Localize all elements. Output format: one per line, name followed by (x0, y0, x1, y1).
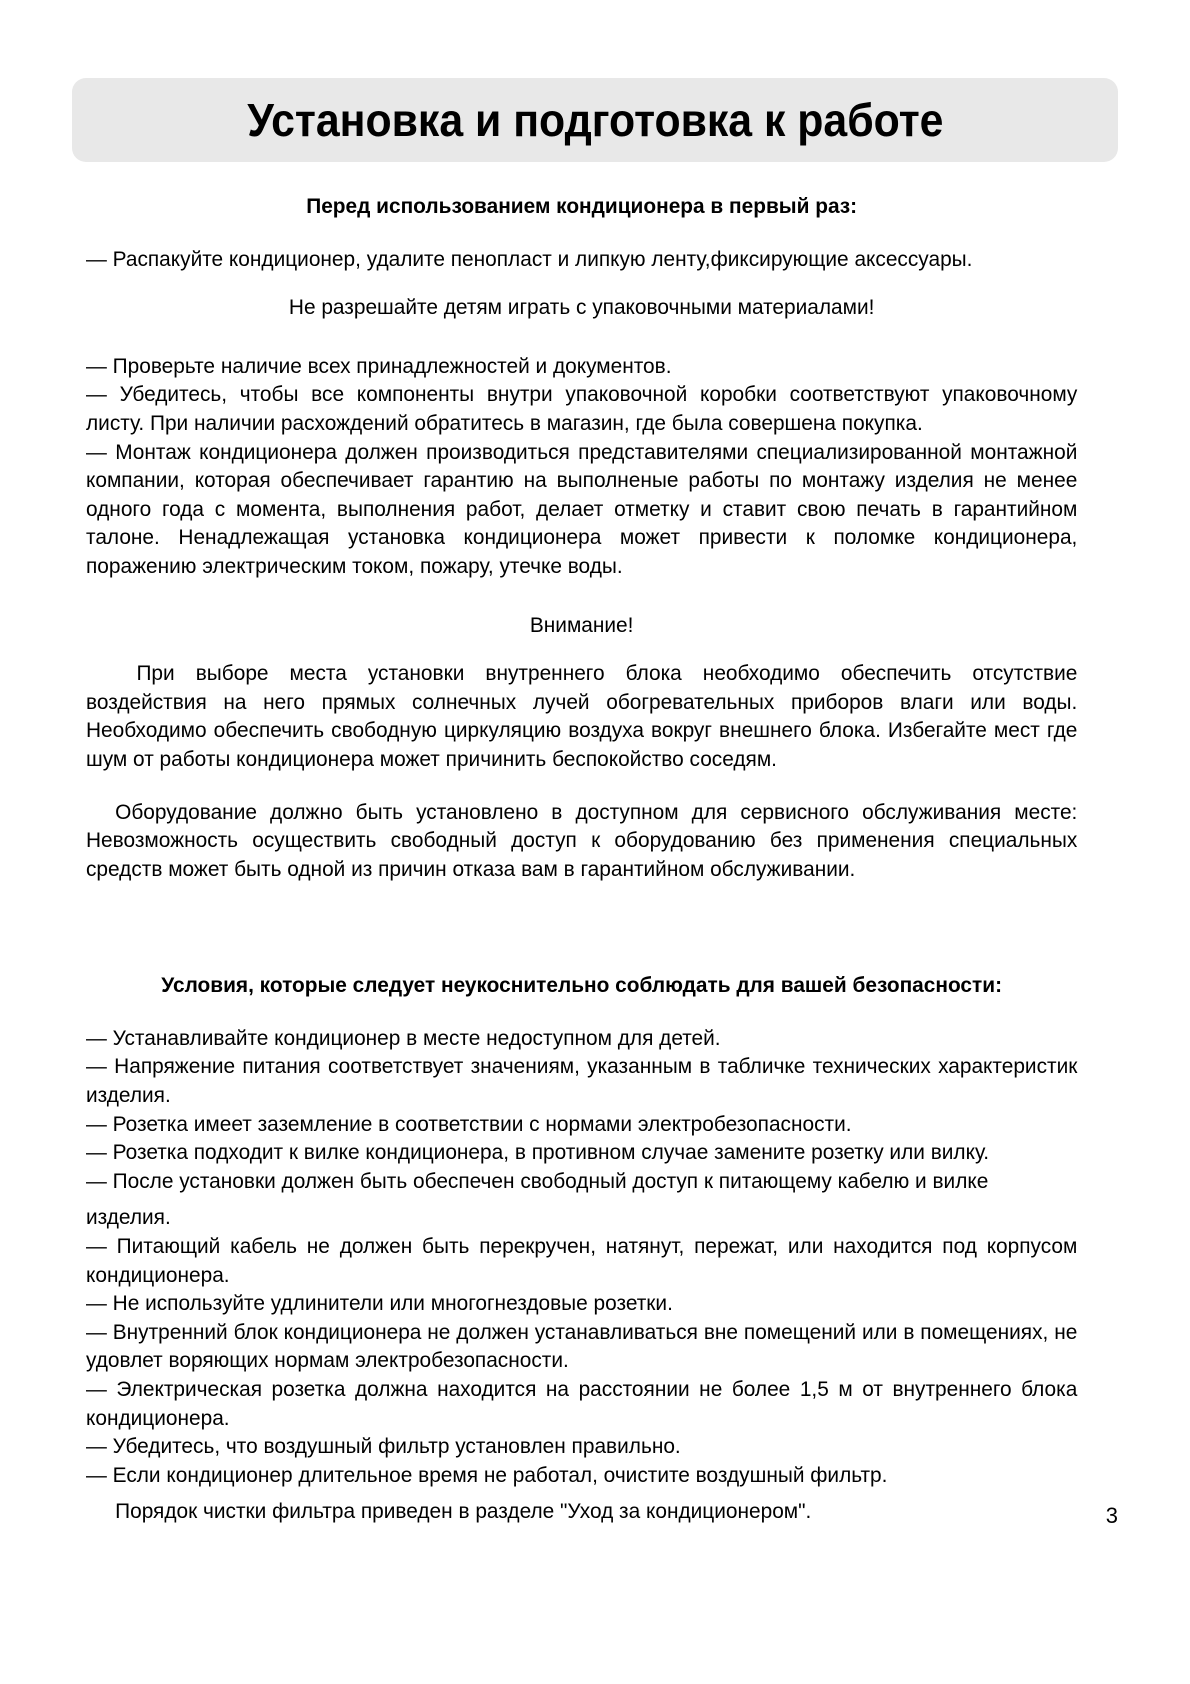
spacer (86, 883, 1108, 947)
filter-cleaning-note: Порядок чистки фильтра приведен в разделе "Уход за кондиционером". (115, 1499, 812, 1524)
spacer (86, 322, 1108, 352)
attention-paragraph-1: При выборе места установки внутреннего блока необходимо обеспечить отсутствие воздействия на него прямых солнечных лучей обогревательных приборов влаги или воды. Необходимо обеспечить свободную циркуляцию воздуха вокруг внешнего блока. Избегайте мест где шум от работы кондиционера может причинить беспокойство соседям. (86, 661, 1078, 771)
spacer (86, 1195, 1108, 1203)
list-item: — Розетка имеет заземление в соответствии с нормами электробезопасности. (86, 1111, 852, 1136)
attention-heading: Внимание! (529, 612, 634, 637)
spacer (86, 273, 1108, 293)
list-item: — Напряжение питания соответствует значениям, указанным в табличке технических характеристик изделия. (86, 1054, 1078, 1108)
list-item: — Проверьте наличие всех принадлежностей и документов. (86, 353, 672, 378)
spacer (86, 1000, 1108, 1024)
list-item: — Не используйте удлинители или многогнездовые розетки. (86, 1291, 673, 1316)
spacer (86, 221, 1108, 245)
spacer (86, 639, 1108, 659)
list-item: — Розетка подходит к вилке кондиционера, в противном случае замените розетку или вилку. (86, 1140, 990, 1165)
page-title: Установка и подготовка к работе (246, 94, 944, 146)
list-item: — Внутренний блок кондиционера не должен устанавливаться вне помещений или в помещениях, не удовлет воряющих нормам электробезопасности. (86, 1319, 1078, 1373)
list-item-continuation: изделия. (86, 1205, 171, 1230)
page-number: 3 (1105, 1503, 1118, 1528)
children-packaging-warning: Не разрешайте детям играть с упаковочными материалами! (288, 295, 875, 320)
safety-heading: Условия, которые следует неукоснительно соблюдать для вашей безопасности: (161, 973, 1003, 998)
list-item: — Убедитесь, чтобы все компоненты внутри упаковочной коробки соответствуют упаковочному листу. При наличии расхождений обратитесь в магазин, где была совершена покупка. (86, 382, 1078, 435)
attention-paragraph-2: Оборудование должно быть установлено в доступном для сервисного обслуживания месте: Невозможность осуществить свободный доступ к оборудованию без применения специальных средств может быть одной из причин отказа вам в гарантийном обслуживании. (86, 799, 1078, 881)
list-item: — Монтаж кондиционера должен производиться представителями специализированной монтажной компании, которая обеспечивает гарантию на выполненые работы по монтажу изделия не менее одного года с момента, выполнения работ, делает отметку и ставит свою печать в гарантийном талоне. Ненадлежащая установка кондиционера может привести к поломке кондиционера, поражению электрическим током, пожару, утечке воды. (86, 439, 1078, 578)
section-first-use-heading: Перед использованием кондиционера в первый раз: (306, 194, 858, 218)
list-item: — Убедитесь, что воздушный фильтр установлен правильно. (86, 1434, 681, 1459)
page-content (72, 78, 1118, 1526)
spacer (86, 581, 1108, 611)
unpack-bullet: — Распакуйте кондиционер, удалите пенопласт и липкую ленту,фиксирующие аксессуары. (86, 246, 973, 271)
spacer (86, 774, 1108, 798)
list-item: — Питающий кабель не должен быть перекручен, натянут, пережат, или находится под корпусом кондиционера. (86, 1234, 1078, 1287)
spacer (86, 947, 1108, 971)
list-item: — После установки должен быть обеспечен свободный доступ к питающему кабелю и вилке (86, 1168, 989, 1193)
list-item: — Устанавливайте кондиционер в месте недоступном для детей. (86, 1025, 721, 1050)
body-column (72, 192, 1118, 1526)
list-item: — Если кондиционер длительное время не работал, очистите воздушный фильтр. (86, 1462, 888, 1487)
list-item: — Электрическая розетка должна находится на расстоянии не более 1,5 м от внутреннего блока кондиционера. (86, 1377, 1078, 1430)
spacer (86, 1489, 1108, 1497)
page-title-banner (72, 78, 1118, 162)
